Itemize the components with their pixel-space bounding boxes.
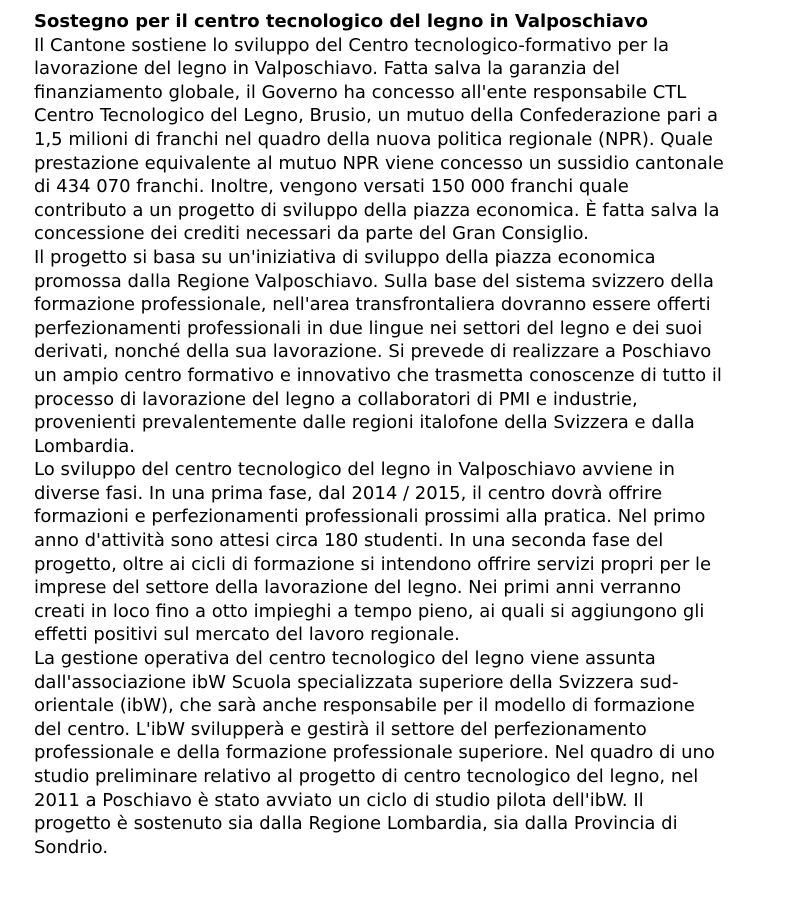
- paragraph-line: contributo a un progetto di sviluppo della piazza economica. È fatta salva la: [34, 199, 720, 221]
- paragraph-4: [34, 647, 800, 859]
- paragraph-line: derivati, nonché della sua lavorazione. Si prevede di realizzare a Poschiavo: [34, 341, 712, 363]
- article-title: Sostegno per il centro tecnologico del legno in Valposchiavo: [34, 11, 649, 32]
- paragraph-line: processo di lavorazione del legno a collaboratori di PMI e industrie,: [34, 388, 638, 410]
- paragraph-line: promossa dalla Regione Valposchiavo. Sulla base del sistema svizzero della: [34, 270, 714, 292]
- article-body: [34, 34, 800, 860]
- paragraph-line: un ampio centro formativo e innovativo che trasmetta conoscenze di tutto il: [34, 364, 722, 386]
- paragraph-line: Il Cantone sostiene lo sviluppo del Centro tecnologico-formativo per la: [34, 34, 669, 56]
- paragraph-line: effetti positivi sul mercato del lavoro regionale.: [34, 624, 460, 646]
- paragraph-line: perfezionamenti professionali in due lingue nei settori del legno e dei suoi: [34, 317, 703, 339]
- paragraph-line: finanziamento globale, il Governo ha concesso all'ente responsabile CTL: [34, 81, 687, 103]
- paragraph-line: Lombardia.: [34, 435, 135, 457]
- paragraph-line: lavorazione del legno in Valposchiavo. Fatta salva la garanzia del: [34, 58, 620, 80]
- paragraph-line: progetto è sostenuto sia dalla Regione Lombardia, sia dalla Provincia di: [34, 813, 678, 835]
- paragraph-line: Sondrio.: [34, 836, 109, 858]
- paragraph-line: di 434 070 franchi. Inoltre, vengono versati 150 000 franchi quale: [34, 176, 629, 198]
- paragraph-line: 2011 a Poschiavo è stato avviato un ciclo di studio pilota dell'ibW. Il: [34, 789, 644, 811]
- paragraph-line: formazioni e perfezionamenti professionali prossimi alla pratica. Nel primo: [34, 506, 706, 528]
- paragraph-line: Il progetto si basa su un'iniziativa di sviluppo della piazza economica: [34, 246, 656, 268]
- paragraph-line: Centro Tecnologico del Legno, Brusio, un mutuo della Confederazione pari a: [34, 105, 719, 127]
- paragraph-line: Lo sviluppo del centro tecnologico del legno in Valposchiavo avviene in: [34, 459, 675, 481]
- paragraph-line: prestazione equivalente al mutuo NPR viene concesso un sussidio cantonale: [34, 152, 724, 174]
- paragraph-line: formazione professionale, nell'area transfrontaliera dovranno essere offerti: [34, 294, 711, 316]
- paragraph-line: diverse fasi. In una prima fase, dal 2014 / 2015, il centro dovrà offrire: [34, 482, 663, 504]
- paragraph-2: [34, 246, 800, 458]
- paragraph-line: studio preliminare relativo al progetto di centro tecnologico del legno, nel: [34, 766, 699, 787]
- paragraph-line: progetto, oltre ai cicli di formazione si intendono offrire servizi propri per le: [34, 553, 712, 575]
- paragraph-line: 1,5 milioni di franchi nel quadro della nuova politica regionale (NPR). Quale: [34, 128, 713, 150]
- paragraph-line: La gestione operativa del centro tecnologico del legno viene assunta: [34, 648, 656, 670]
- paragraph-line: dall'associazione ibW Scuola specializzata superiore della Svizzera sud-: [34, 671, 679, 693]
- paragraph-3: [34, 458, 800, 647]
- paragraph-line: provenienti prevalentemente dalle regioni italofone della Svizzera e dalla: [34, 412, 695, 434]
- paragraph-line: imprese del settore della lavorazione del legno. Nei primi anni verranno: [34, 577, 682, 599]
- paragraph-line: orientale (ibW), che sarà anche responsabile per il modello di formazione: [34, 695, 695, 717]
- paragraph-line: professionale e della formazione professionale superiore. Nel quadro di uno: [34, 742, 715, 764]
- paragraph-1: [34, 34, 800, 246]
- paragraph-line: concessione dei crediti necessari da parte del Gran Consiglio.: [34, 223, 589, 245]
- paragraph-line: creati in loco fino a otto impieghi a tempo pieno, ai quali si aggiungono gli: [34, 600, 705, 622]
- paragraph-line: anno d'attività sono attesi circa 180 studenti. In una seconda fase del: [34, 530, 664, 552]
- paragraph-line: del centro. L'ibW svilupperà e gestirà il settore del perfezionamento: [34, 718, 647, 740]
